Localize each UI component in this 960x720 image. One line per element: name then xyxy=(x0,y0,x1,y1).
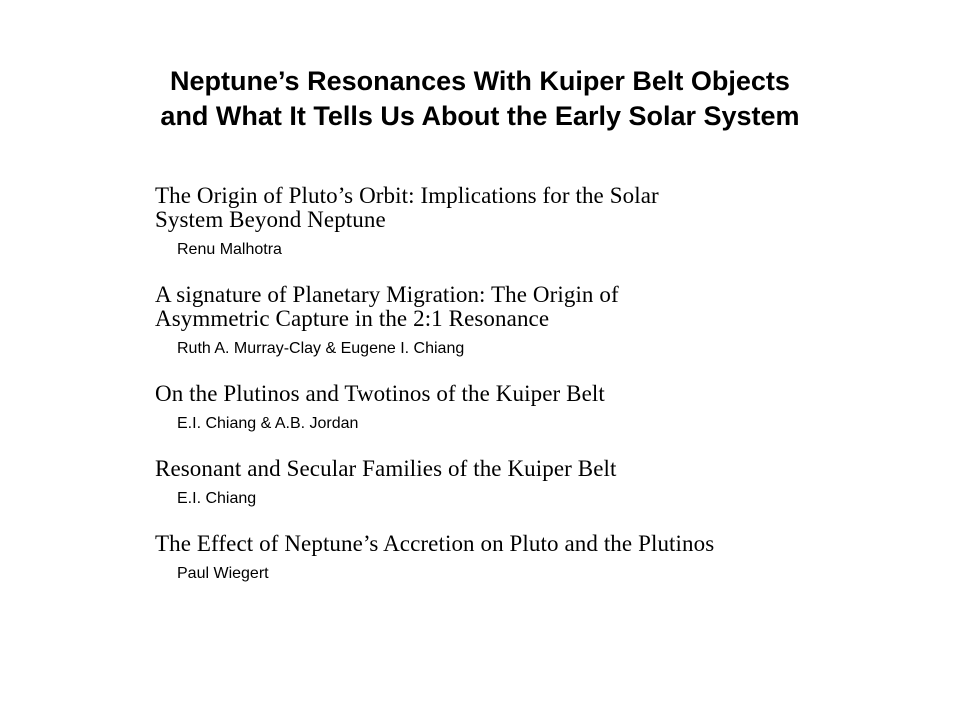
paper-list xyxy=(155,184,855,584)
paper-authors: E.I. Chiang xyxy=(177,490,257,507)
paper-title-line: Asymmetric Capture in the 2:1 Resonance xyxy=(155,306,550,331)
paper-authors: E.I. Chiang & A.B. Jordan xyxy=(177,415,359,432)
paper-title xyxy=(155,283,855,331)
paper-title-line: Resonant and Secular Families of the Kuiper Belt xyxy=(155,456,617,481)
paper-title xyxy=(155,382,855,406)
paper-authors: Renu Malhotra xyxy=(177,241,282,258)
paper-item-neptune-accretion xyxy=(155,532,855,584)
paper-authors: Ruth A. Murray-Clay & Eugene I. Chiang xyxy=(177,340,465,357)
slide-title-line-1: Neptune’s Resonances With Kuiper Belt Objects xyxy=(170,66,790,96)
paper-item-pluto-orbit xyxy=(155,184,855,260)
paper-authors: Paul Wiegert xyxy=(177,565,269,582)
slide-title xyxy=(40,64,920,134)
paper-item-resonant-secular-families xyxy=(155,457,855,509)
paper-title-line: A signature of Planetary Migration: The Origin of xyxy=(155,282,619,307)
paper-item-plutinos-twotinos xyxy=(155,382,855,434)
paper-title xyxy=(155,532,855,556)
paper-title-line: System Beyond Neptune xyxy=(155,207,386,232)
paper-title xyxy=(155,457,855,481)
slide-title-line-2: and What It Tells Us About the Early Solar System xyxy=(160,101,800,131)
paper-item-planetary-migration xyxy=(155,283,855,359)
paper-title-line: On the Plutinos and Twotinos of the Kuiper Belt xyxy=(155,381,605,406)
paper-title xyxy=(155,184,855,232)
paper-title-line: The Effect of Neptune’s Accretion on Pluto and the Plutinos xyxy=(155,531,715,556)
paper-title-line: The Origin of Pluto’s Orbit: Implications for the Solar xyxy=(155,183,659,208)
